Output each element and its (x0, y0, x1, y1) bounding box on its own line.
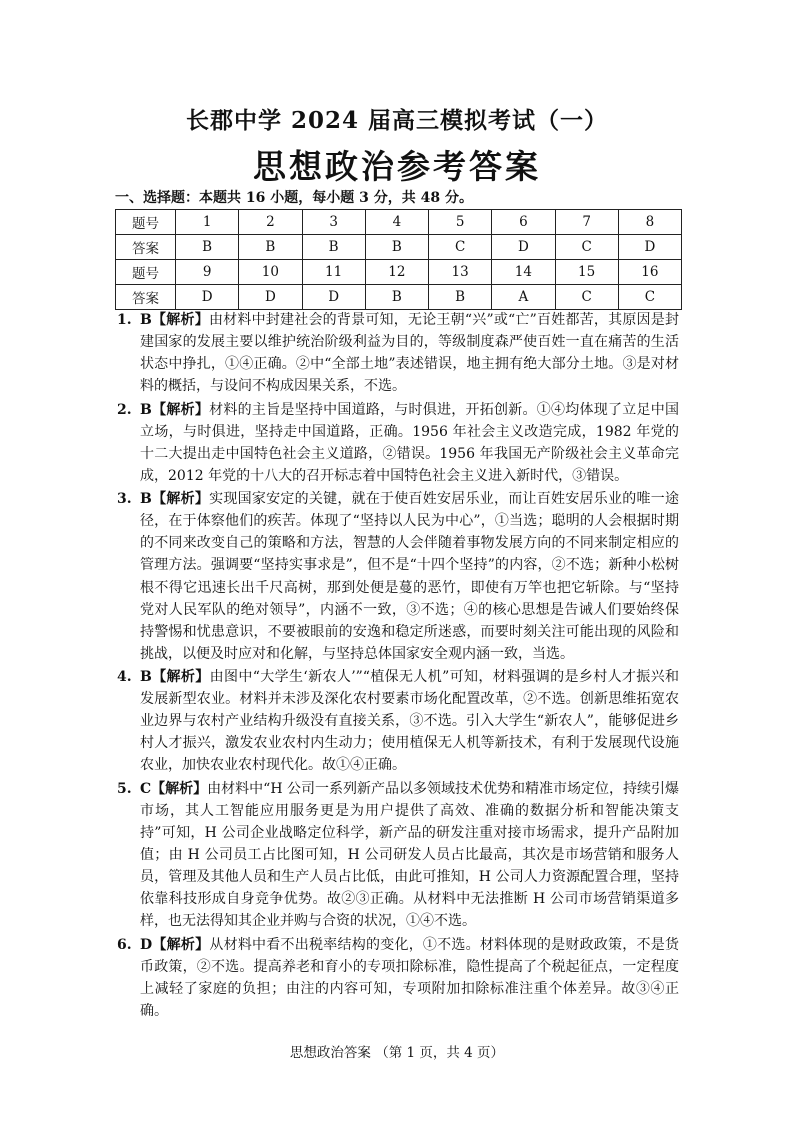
answer-table-cell: C (618, 285, 681, 310)
answer-table-cell: 10 (239, 260, 302, 285)
explanation-text: 由材料中封建社会的背景可知，无论王朝“兴”或“亡”百姓都苦，其原因是封建国家的发展主要以维护统治阶级利益为目的，等级制度森严使百姓一直在痛苦的生活状态中挣扎，①④正确。②中“全部土地”表述错误，地主拥有绝大部分土地。③是对材料的概括，与设问不构成因果关系，不选。 (140, 312, 679, 395)
answer-table-cell: 3 (302, 210, 365, 235)
answer-table-cell: B (365, 285, 428, 310)
explanation-number: 6. (117, 936, 132, 953)
answer-table-cell: 5 (429, 210, 492, 235)
explanation-item (117, 399, 679, 487)
answer-table-cell: 12 (365, 260, 428, 285)
explanation-answer: B (140, 401, 152, 418)
explanation-tag: 【解析】 (151, 669, 210, 686)
explanation-tag: 【解析】 (151, 401, 210, 418)
answer-table-cell: A (492, 285, 555, 310)
explanation-number: 5. (117, 780, 132, 797)
answer-table-cell: 9 (176, 260, 239, 285)
explanation-text: 实现国家安定的关键，就在于使百姓安居乐业，而让百姓安居乐业的唯一途径，在于体察他们的疾苦。体现了“坚持以人民为中心”，①当选；聪明的人会根据时期的不同来改变自己的策略和方法，智慧的人会伴随着事物发展方向的不同来制定相应的管理方法。强调要“坚持实事求是”，但不是“十四个坚持”的内容，②不选；新种小松树根不得它迅速长出千尺高树，那到处便是蔓的恶竹，即使有万竿也把它斩除。与“坚持党对人民军队的绝对领导”，内涵不一致，③不选；④的核心思想是告诫人们要始终保持警惕和忧患意识，不要被眼前的安逸和稳定所迷惑，而要时刻关注可能出现的风险和挑战，以便及时应对和化解，与坚持总体国家安全观内涵一致，当选。 (140, 491, 680, 662)
explanation-tag: 【解析】 (151, 780, 208, 797)
answer-table-cell: C (429, 235, 492, 260)
answer-table-cell: D (176, 285, 239, 310)
answer-table-row-label: 题号 (116, 260, 176, 285)
explanation-body (140, 666, 679, 776)
answer-table-cell: B (302, 235, 365, 260)
answer-table-cell: B (176, 235, 239, 260)
explanation-number: 2. (117, 401, 132, 418)
explanation-body (140, 399, 679, 487)
section-heading: 一、选择题：本题共 16 小题，每小题 3 分，共 48 分。 (115, 190, 473, 206)
explanation-body (140, 934, 679, 1022)
explanation-number: 3. (117, 491, 132, 508)
answer-table-cell: 2 (239, 210, 302, 235)
answer-table-cell: C (555, 285, 618, 310)
answer-table-cell: C (555, 235, 618, 260)
answer-table-row (116, 285, 682, 310)
answer-table-cell: B (239, 235, 302, 260)
explanation-tag: 【解析】 (152, 936, 210, 953)
answer-table-cell: 8 (618, 210, 681, 235)
explanation-text: 材料的主旨是坚持中国道路，与时俱进，开拓创新。①④均体现了立足中国立场，与时俱进，坚持走中国道路，正确。1956 年社会主义改造完成，1982 年党的十二大提出走中国特色社会主义道路，②错误。1956 年我国无产阶级社会主义革命完成，2012 年党的十八大的召开标志着中国特色社会主义进入新时代，③错误。 (140, 401, 680, 484)
answer-table (115, 209, 682, 310)
answer-table-cell: B (429, 285, 492, 310)
explanation-number: 1. (117, 312, 132, 328)
answer-table-cell: B (365, 235, 428, 260)
answer-table-cell: 14 (492, 260, 555, 285)
explanation-item (117, 778, 679, 933)
answer-table-cell: D (302, 285, 365, 310)
explanation-body (140, 309, 679, 397)
explanation-number: 4. (117, 669, 132, 686)
explanation-text: 由图中“大学生‘新农人’”“植保无人机”可知，材料强调的是乡村人才振兴和发展新型农业。材料并未涉及深化农村要素市场化配置改革，②不选。创新思维拓宽农业边界与农村产业结构升级没有直接关系，③不选。引入大学生“新农人”，能够促进乡村人才振兴，激发农业农村内生动力；使用植保无人机等新技术，有利于发展现代设施农业，加快农业农村现代化。故①④正确。 (140, 669, 680, 774)
explanation-body (140, 778, 679, 933)
answer-table-cell: D (492, 235, 555, 260)
explanation-answer: B (140, 669, 152, 686)
answer-table-row (116, 235, 682, 260)
explanation-tag: 【解析】 (151, 312, 209, 328)
explanation-answer: B (140, 491, 152, 508)
explanation-item (117, 934, 679, 1022)
answer-key-title: 思想政治参考答案 (253, 147, 541, 186)
explanation-answer: B (140, 312, 152, 328)
answer-table-cell: D (239, 285, 302, 310)
answer-table-row-label: 题号 (116, 210, 176, 235)
answer-table-cell: 15 (555, 260, 618, 285)
answer-table-cell: 7 (555, 210, 618, 235)
answer-table-row-label: 答案 (116, 235, 176, 260)
answer-table-row (116, 260, 682, 285)
explanation-answer: D (140, 936, 153, 953)
explanation-body (140, 488, 679, 665)
answer-table-cell: 4 (365, 210, 428, 235)
explanation-tag: 【解析】 (151, 491, 210, 508)
answer-table-row-label: 答案 (116, 285, 176, 310)
answer-table-cell: 11 (302, 260, 365, 285)
page-footer: 思想政治答案 （第 1 页，共 4 页） (289, 1045, 505, 1061)
answer-table-cell: 16 (618, 260, 681, 285)
answer-table-cell: 1 (176, 210, 239, 235)
exam-title: 长郡中学 2024 届高三模拟考试（一） (185, 107, 609, 134)
answer-table-cell: 6 (492, 210, 555, 235)
explanation-text: 由材料中“H 公司一系列新产品以多领域技术优势和精准市场定位，持续引爆市场，其人工智能应用服务更是为用户提供了高效、准确的数据分析和智能决策支持”可知，H 公司企业战略定位科学，新产品的研发注重对接市场需求，提升产品附加值；由 H 公司员工占比图可知，H 公司研发人员占比最高，其次是市场营销和服务人员，管理及其他人员和生产人员占比低，由此可推知，H 公司人力资源配置合理，坚持依靠科技形成自身竞争优势。故②③正确。从材料中无法推断 H 公司市场营销渠道多样，也无法得知其企业并购与合资的状况，①④不选。 (140, 780, 679, 930)
explanation-item (117, 488, 679, 665)
explanation-answer: C (140, 780, 152, 797)
explanation-item (117, 666, 679, 776)
explanation-list (117, 309, 679, 1023)
explanation-text: 从材料中看不出税率结构的变化，①不选。材料体现的是财政政策，不是货币政策，②不选。提高养老和育小的专项扣除标准，隐性提高了个税起征点，一定程度上减轻了家庭的负担；由注的内容可知，专项附加扣除标准注重个体差异。故③④正确。 (140, 936, 680, 1019)
answer-table-cell: 13 (429, 260, 492, 285)
answer-table-cell: D (618, 235, 681, 260)
answer-table-row (116, 210, 682, 235)
explanation-item (117, 309, 679, 397)
